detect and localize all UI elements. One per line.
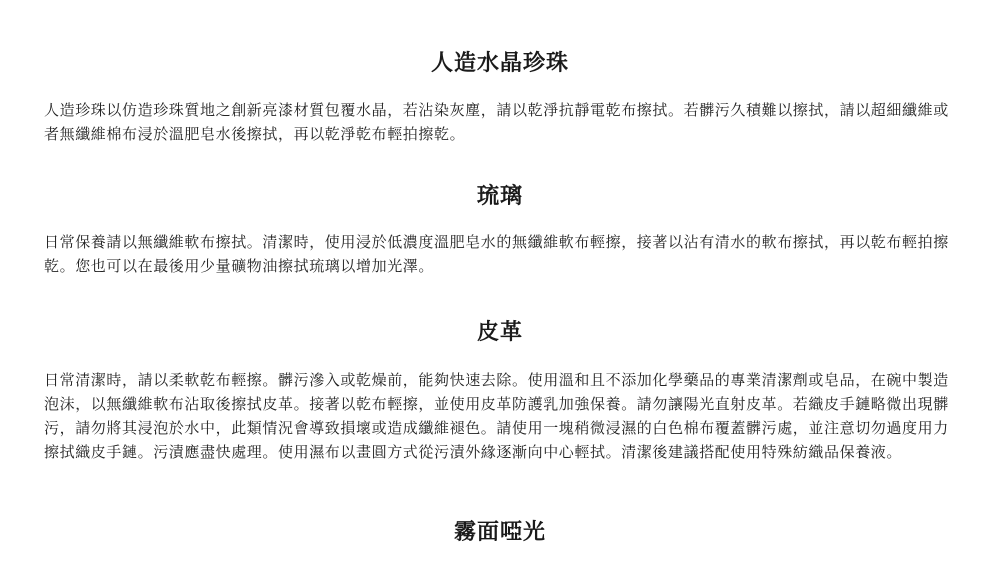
section-title-matte: 霧面啞光 [453,520,546,545]
section-title-crystal-pearl: 人造水晶珍珠 [430,51,569,76]
section-body-leather: 日常清潔時，請以柔軟乾布輕擦。髒污滲入或乾燥前，能夠快速去除。使用溫和且不添加化學藥品的專業清潔劑或皂品，在碗中製造泡沫，以無纖維軟布沾取後擦拭皮革。接著以乾布輕擦，並使用皮革防護乳加強保養。請勿讓陽光直射皮革。若織皮手鏈略微出現髒污，請勿將其浸泡於水中，此類情況會導致損壞或造成纖維褪色。請使用一塊稍微浸濕的白色棉布覆蓋髒污處，並注意切勿過度用力擦拭織皮手鏈。污漬應盡快處理。使用濕布以畫圓方式從污漬外緣逐漸向中心輕拭。清潔後建議搭配使用特殊紡織品保養液。 [44,371,949,461]
section-title-leather: 皮革 [476,320,523,345]
section-body-crystal-pearl: 人造珍珠以仿造珍珠質地之創新亮漆材質包覆水晶，若沾染灰塵，請以乾淨抗靜電乾布擦拭。若髒污久積難以擦拭，請以超細纖維或者無纖維棉布浸於溫肥皂水後擦拭，再以乾淨乾布輕拍擦乾。 [44,101,949,143]
section-body-glass: 日常保養請以無纖維軟布擦拭。清潔時，使用浸於低濃度溫肥皂水的無纖維軟布輕擦，接著以沾有清水的軟布擦拭，再以乾布輕拍擦乾。您也可以在最後用少量礦物油擦拭琉璃以增加光澤。 [44,233,949,275]
section-title-glass: 琉璃 [476,184,523,209]
